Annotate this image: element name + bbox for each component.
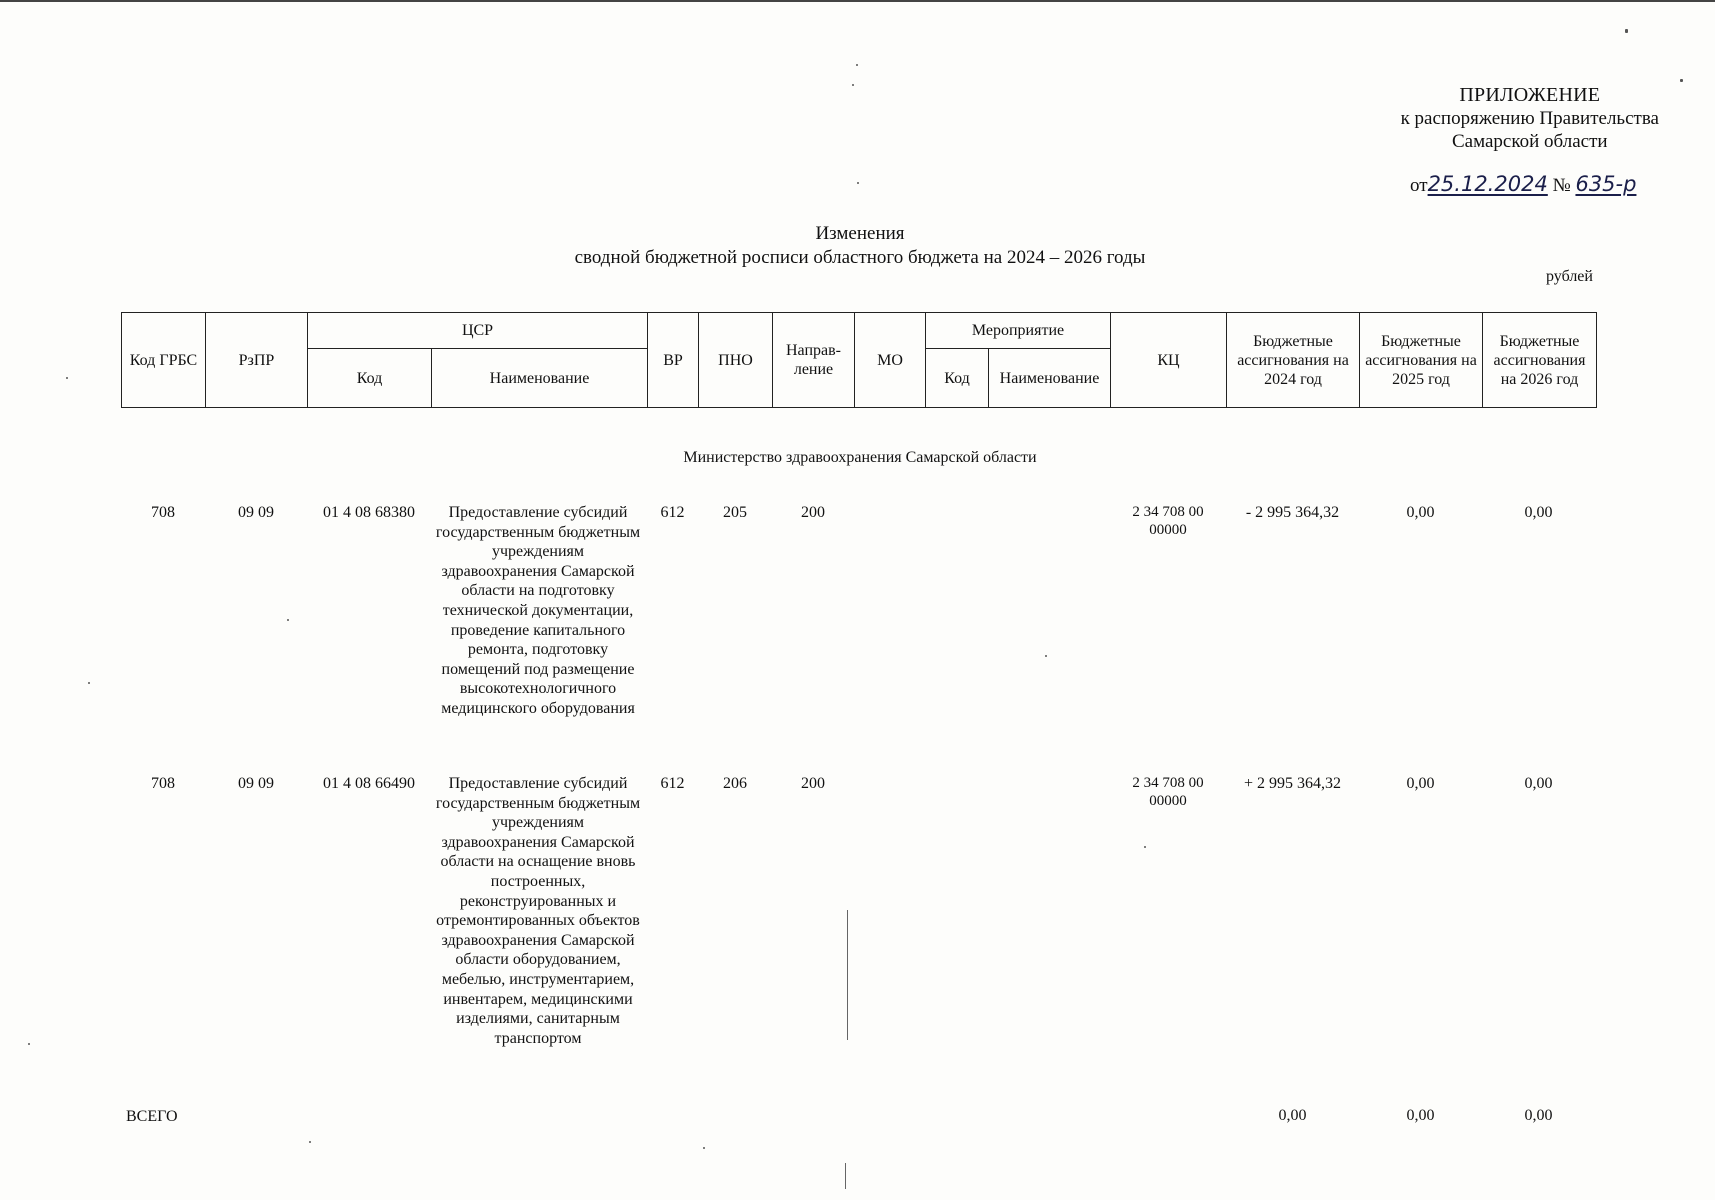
total-2024: 0,00	[1278, 1107, 1307, 1124]
total-label: ВСЕГО	[126, 1108, 178, 1125]
cell-csr-name: Предоставление субсидий государственным бюджетным учреждениям здравоохранения Самарской области на оснащение вновь построенных, реконструированных и отремонтированных объектов здравоохранения Самарской области оборудованием, мебелью, инструментарием, инвентарем, медицинскими изделиями, санитарным транспортом	[435, 775, 641, 1047]
appendix-number-sign: №	[1552, 175, 1571, 196]
cell-csr-kod: 01 4 08 68380	[323, 504, 415, 521]
scan-speck	[88, 682, 90, 684]
appendix-from-label: от	[1410, 175, 1428, 196]
table-header	[121, 312, 1597, 408]
header-rzpr: РзПР	[206, 313, 308, 407]
cell-napravlenie: 200	[801, 775, 825, 792]
scan-speck	[1680, 79, 1683, 82]
scan-speck	[309, 1141, 311, 1143]
scan-speck	[66, 377, 68, 379]
total-2025: 0,00	[1406, 1107, 1435, 1124]
scan-speck	[1625, 29, 1628, 33]
header-kc: КЦ	[1111, 313, 1227, 407]
cell-kc: 2 34 708 00 00000	[1132, 775, 1204, 809]
header-csr-kod: Код	[308, 349, 432, 407]
scan-speck	[852, 84, 854, 86]
header-mo: МО	[855, 313, 926, 407]
units-label: рублей	[1546, 268, 1593, 285]
header-vr: ВР	[648, 313, 699, 407]
scan-speck	[287, 619, 289, 621]
cell-2026: 0,00	[1524, 504, 1553, 521]
appendix-date-handwritten: 25.12.2024	[1427, 172, 1548, 196]
cell-pno: 206	[723, 775, 747, 792]
appendix-line-1: к распоряжению Правительства	[1400, 108, 1659, 129]
scan-top-edge	[0, 0, 1715, 2]
appendix-date-line	[1410, 172, 1636, 197]
appendix-title: ПРИЛОЖЕНИЕ	[1459, 84, 1601, 106]
cell-csr-name: Предоставление субсидий государственным бюджетным учреждениям здравоохранения Самарской области на подготовку технической документации, проведение капитального ремонта, подготовку помещений под размещение высокотехнологичного медицинского оборудования	[435, 504, 641, 717]
cell-vr: 612	[660, 775, 685, 792]
cell-grbs: 708	[151, 775, 175, 792]
cell-vr: 612	[660, 504, 685, 521]
header-csr-name: Наименование	[432, 349, 648, 407]
header-kod-grbs: Код ГРБС	[122, 313, 206, 407]
cell-grbs: 708	[151, 504, 175, 521]
cell-2025: 0,00	[1406, 775, 1435, 792]
header-mer-kod: Код	[926, 349, 989, 407]
header-csr: ЦСР	[308, 313, 648, 349]
scan-scratch	[847, 910, 848, 1040]
header-mer-name: Наименование	[989, 349, 1111, 407]
cell-rzpr: 09 09	[238, 504, 274, 521]
total-2026: 0,00	[1524, 1107, 1553, 1124]
header-2025: Бюджетные ассигнования на 2025 год	[1360, 313, 1483, 407]
document-title	[500, 222, 1220, 270]
header-2024: Бюджетные ассигнования на 2024 год	[1227, 313, 1360, 407]
scan-speck	[857, 182, 859, 184]
appendix-block	[1401, 84, 1659, 153]
header-pno: ПНО	[699, 313, 773, 407]
header-napravlenie: Направ-ление	[773, 313, 855, 407]
header-meropriyatie: Мероприятие	[926, 313, 1111, 349]
cell-2025: 0,00	[1406, 504, 1435, 521]
scan-speck	[28, 1043, 30, 1045]
cell-2024: - 2 995 364,32	[1245, 504, 1340, 521]
appendix-line-2: Самарской области	[1452, 131, 1608, 152]
scan-scratch	[845, 1163, 846, 1189]
cell-2024: + 2 995 364,32	[1243, 775, 1342, 792]
scan-speck	[1144, 846, 1146, 848]
cell-pno: 205	[723, 504, 747, 521]
cell-rzpr: 09 09	[238, 775, 274, 792]
cell-napravlenie: 200	[801, 504, 825, 521]
header-2026: Бюджетные ассигнования на 2026 год	[1493, 332, 1586, 388]
cell-csr-kod: 01 4 08 66490	[323, 775, 415, 792]
document-title-line-1: Изменения	[815, 223, 905, 244]
section-title: Министерство здравоохранения Самарской области	[683, 449, 1037, 466]
scan-speck	[856, 64, 858, 66]
cell-2026: 0,00	[1524, 775, 1553, 792]
scan-speck	[703, 1147, 705, 1149]
scan-speck	[1045, 655, 1047, 657]
cell-kc: 2 34 708 00 00000	[1132, 504, 1204, 538]
appendix-number-handwritten: 635-р	[1575, 172, 1637, 196]
document-title-line-2: сводной бюджетной росписи областного бюджета на 2024 – 2026 годы	[574, 247, 1146, 268]
